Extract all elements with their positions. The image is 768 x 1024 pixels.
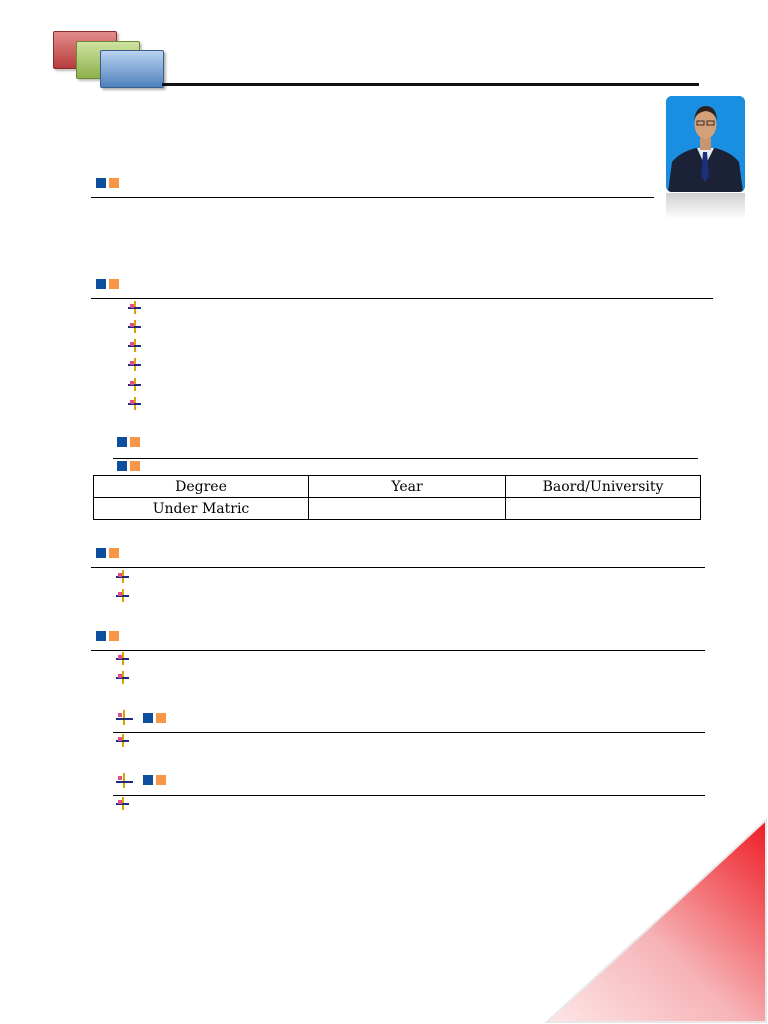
bullet-cross-icon [128, 397, 141, 410]
section-marker [117, 461, 140, 471]
section-marker [143, 775, 166, 785]
table-header-cell: Year [309, 476, 506, 498]
section-rule [113, 732, 705, 733]
table-cell [506, 498, 701, 520]
header-box-blue [100, 50, 164, 88]
photo-reflection [666, 193, 745, 219]
bullet-cross-icon [128, 320, 141, 333]
section-rule [91, 650, 705, 651]
section-rule [91, 567, 705, 568]
bullet-cross-icon [128, 339, 141, 352]
section-marker [96, 279, 119, 289]
bullet-cross-icon [116, 652, 129, 665]
table-cell: Under Matric [94, 498, 309, 520]
table-header-row [94, 476, 701, 498]
header-rule [162, 83, 699, 86]
bullet-cross-icon [116, 570, 129, 583]
person-portrait-icon [666, 96, 745, 192]
section-marker [117, 437, 140, 447]
section-rule [91, 298, 713, 299]
section-rule [113, 795, 705, 796]
section-rule [91, 197, 654, 198]
section-marker [96, 548, 119, 558]
bullet-cross-icon [116, 589, 129, 602]
bullet-cross-icon [128, 301, 141, 314]
section-marker [96, 631, 119, 641]
bullet-cross-icon [116, 734, 129, 747]
bullet-cross-icon [116, 710, 133, 725]
bullet-cross-icon [116, 671, 129, 684]
table-header-cell: Baord/University [506, 476, 701, 498]
table-row [94, 498, 701, 520]
section-rule [113, 458, 698, 459]
bullet-cross-icon [128, 358, 141, 371]
section-marker [96, 178, 119, 188]
table-cell [309, 498, 506, 520]
bullet-cross-icon [116, 797, 129, 810]
section-marker [143, 713, 166, 723]
table-header-cell: Degree [94, 476, 309, 498]
education-table [93, 475, 701, 520]
profile-photo [666, 96, 745, 192]
bullet-cross-icon [116, 773, 133, 788]
corner-triangle-decoration [545, 818, 768, 1024]
bullet-cross-icon [128, 378, 141, 391]
